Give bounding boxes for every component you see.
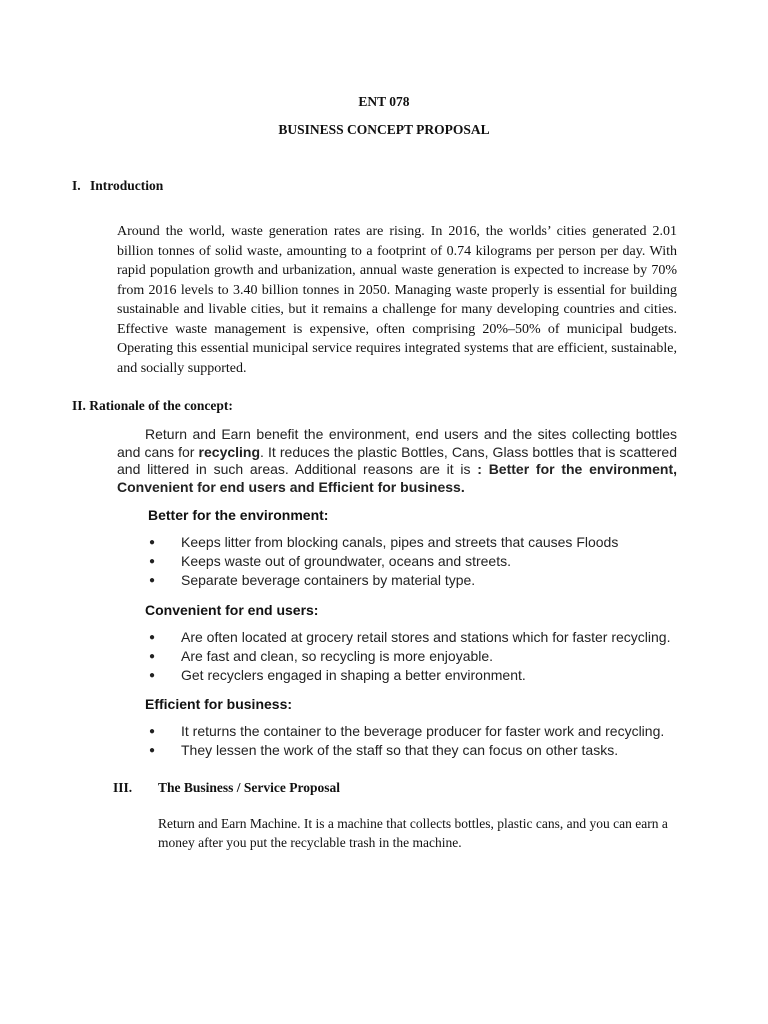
- bullet-icon: ●: [148, 537, 156, 548]
- end-users-list: [145, 628, 670, 685]
- bullet-icon: ●: [148, 670, 156, 681]
- list-item: ● Keeps litter from blocking canals, pipes and streets that causes Floods: [145, 533, 618, 552]
- bullet-icon: ●: [148, 556, 156, 567]
- section-proposal-heading: [113, 780, 340, 796]
- section-number: I.: [72, 178, 81, 193]
- rationale-paragraph: [117, 426, 677, 496]
- rationale-text-2: . It reduces the plastic Bottles, Cans, Glass bottles that is scattered and littered in such areas. Additional reasons are it is: [117, 443, 678, 477]
- section-introduction-heading: [72, 178, 163, 194]
- document-title: BUSINESS CONCEPT PROPOSAL: [278, 122, 490, 137]
- proposal-paragraph: Return and Earn Machine. It is a machine that collects bottles, plastic cans, and you can earn a money after you put the recyclable trash in the machine.: [158, 816, 668, 850]
- section-heading-text: The Business / Service Proposal: [158, 780, 341, 795]
- rationale-bold-reasons: : Better for the environment, Convenient for end users and Efficient for business.: [117, 461, 677, 495]
- list-item: ● Keeps waste out of groundwater, oceans and streets.: [145, 552, 618, 571]
- list-item: ● Separate beverage containers by material type.: [145, 571, 618, 590]
- rationale-text-1: Return and Earn benefit the environment, end users and the sites collecting bottles and cans for: [117, 426, 677, 460]
- course-code: ENT 078: [358, 94, 410, 109]
- bullet-icon: ●: [148, 651, 156, 662]
- section-rationale-heading: II. Rationale of the concept:: [72, 398, 233, 413]
- bullet-icon: ●: [148, 726, 156, 737]
- bullet-icon: ●: [148, 575, 156, 586]
- list-item: ● It returns the container to the beverage producer for faster work and recycling.: [145, 722, 664, 741]
- introduction-paragraph: Around the world, waste generation rates are rising. In 2016, the worlds’ cities generated 2.01 billion tonnes of solid waste, amounting to a footprint of 0.74 kilograms per person per day. With rapid population growth and urbanization, annual waste generation is expected to increase by 70% from 2016 levels to 3.40 billion tonnes in 2050. Managing waste properly is essential for building sustainable and livable cities, but it remains a challenge for many developing countries and cities. Effective waste management is expensive, often comprising 20%–50% of municipal budgets. Operating this essential municipal service requires integrated systems that are efficient, sustainable, and socially supported.: [117, 224, 677, 376]
- list-item: ● They lessen the work of the staff so that they can focus on other tasks.: [145, 741, 664, 760]
- list-item: ● Are often located at grocery retail stores and stations which for faster recycling.: [145, 628, 670, 647]
- rationale-bold-recycling: recycling: [198, 443, 261, 460]
- business-subheading: Efficient for business:: [145, 696, 293, 712]
- environment-subheading: Better for the environment:: [148, 507, 329, 523]
- list-item: ● Are fast and clean, so recycling is more enjoyable.: [145, 647, 670, 666]
- list-item: ● Get recyclers engaged in shaping a better environment.: [145, 666, 670, 685]
- section-heading-text: Introduction: [90, 178, 164, 193]
- section-number: III.: [113, 780, 133, 795]
- bullet-icon: ●: [148, 632, 156, 643]
- business-list: [145, 722, 664, 760]
- environment-list: [145, 533, 618, 590]
- bullet-icon: ●: [148, 745, 156, 756]
- end-users-subheading: Convenient for end users:: [145, 602, 319, 618]
